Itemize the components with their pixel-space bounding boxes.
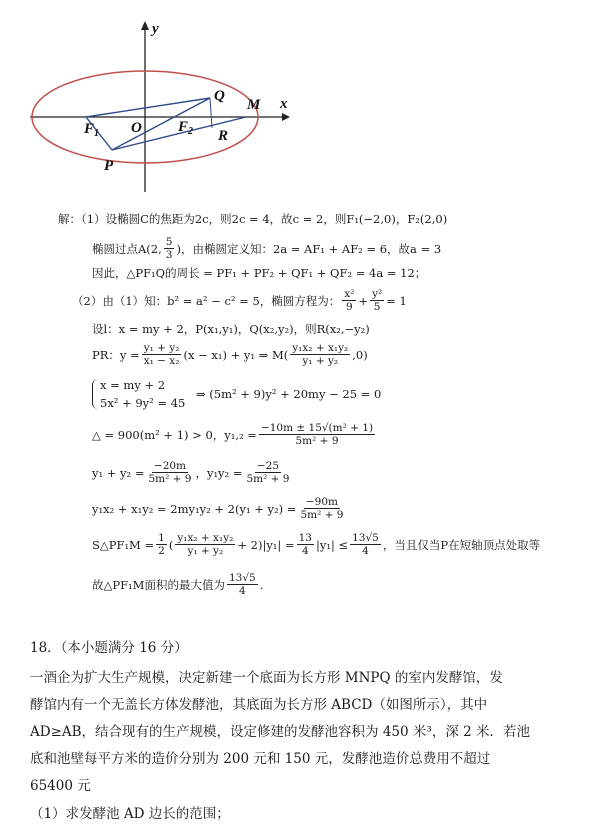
fraction-product: $\frac{-25}{\text{5m² + 9}}$ [246, 460, 290, 485]
fraction-13-4: $\frac{13}{4}$ [298, 532, 312, 557]
fraction-mx: $\frac{\text{y₁x₂ + x₁y₂}}{\text{y₁ + y₂}}$ [177, 532, 234, 557]
sol-l6-b: (x − x₁) + y₁ ⇒ M( [183, 347, 289, 362]
label-o: O [131, 120, 142, 136]
fraction-max-area: $\frac{13√5}{4}$ [228, 572, 256, 597]
sol-l9-a: y₁ + y₂ = [92, 465, 145, 480]
fraction-5-3: $\frac{5}{3}$ [165, 236, 173, 261]
line-q-r [210, 98, 212, 128]
sol-l10-a: y₁x₂ + x₁y₂ = 2my₁y₂ + 2(y₁ + y₂) = [92, 501, 297, 516]
sol-l2-a: 椭圆过点A(2, [92, 241, 162, 256]
label-p: P [104, 158, 114, 174]
ellipse-figure [0, 0, 320, 205]
fraction-x2-9: $\frac{\text{x²}}{9}$ [344, 288, 355, 313]
sol-l11-a: S△PF₁M = [92, 537, 155, 552]
fraction-y2-5: $\frac{\text{y²}}{5}$ [372, 288, 383, 313]
problem-18-para-3: AD≥AB，结合现有的生产规模，设定修建的发酵池容积为 450 米³，深 2 米．若池 [30, 724, 530, 740]
system-brace [92, 379, 99, 409]
label-x: x [280, 96, 288, 112]
sol-l4-b: = 1 [386, 293, 407, 308]
problem-18-heading: 18．（本小题满分 16 分） [30, 640, 188, 656]
solution-line-3: 因此，△PF₁Q的周长 = PF₁ + PF₂ + QF₁ + QF₂ = 4a = 12； [92, 266, 427, 280]
fraction-slope: $\frac{\text{y₁ + y₂}}{\text{x₁ − x₂}}$ [143, 342, 180, 367]
sol-l6-c: ,0) [352, 347, 368, 362]
label-q: Q [214, 88, 225, 104]
fraction-m-x: $\frac{\text{y₁x₂ + x₁y₂}}{\text{y₁ + y₂}}$ [292, 342, 349, 367]
sol-l11-b: ( [168, 537, 174, 552]
system-result: ⇒ (5m² + 9)y² + 20my − 25 = 0 [196, 387, 382, 401]
sol-l8-a: △ = 900(m² + 1) > 0，y₁,₂ = [92, 427, 257, 442]
label-f1: $F_1$ [84, 121, 100, 139]
sol-l12-b: . [259, 577, 264, 592]
y-axis-arrow [141, 21, 149, 30]
problem-18-para-5: 65400 元 [30, 778, 91, 794]
sol-l2-b: )，由椭圆定义知：2a = AF₁ + AF₂ = 6，故a = 3 [176, 241, 442, 256]
solution-line-1: 解：（1）设椭圆C的焦距为2c，则2c = 4，故c = 2，则F₁(−2,0)，F₂(2,0) [58, 212, 448, 226]
sol-l9-b: ，y₁y₂ = [195, 465, 243, 480]
fraction-sum: $\frac{-20m}{\text{5m² + 9}}$ [148, 460, 192, 485]
sol-l11-e: ，当且仅当P在短轴顶点处取等 [382, 537, 541, 552]
sol-l11-c: + 2)|y₁| = [237, 537, 295, 552]
x-axis-arrow [282, 113, 290, 121]
fraction-cross: $\frac{-90m}{\text{5m² + 9}}$ [300, 496, 344, 521]
label-m: M [247, 97, 261, 113]
sol-l12-a: 故△PF₁M面积的最大值为 [92, 577, 225, 592]
label-r: R [218, 128, 229, 144]
label-f2: $F_2$ [178, 119, 194, 137]
label-y: y [152, 21, 159, 37]
fraction-half: $\frac{1}{2}$ [158, 532, 165, 557]
solution-line-9 [92, 460, 293, 485]
solution-line-4 [72, 288, 407, 313]
sol-l11-d: |y₁| ≤ [315, 537, 349, 552]
solution-line-11 [92, 532, 540, 557]
problem-18-para-2: 酵馆内有一个无盖长方体发酵池，其底面为长方形 ABCD（如图所示），其中 [30, 697, 488, 713]
problem-18-question-1: （1）求发酵池 AD 边长的范围； [30, 806, 230, 822]
sol-l4-a: （2）由（1）知：b² = a² − c² = 5，椭圆方程为： [72, 293, 341, 308]
sol-l6-a: PR：y = [92, 347, 140, 362]
fraction-roots: $\frac{\text{−10m ± 15√(m² + 1)}}{\text{5m² + 9}}$ [260, 422, 374, 447]
system-eq-1: x = my + 2 [100, 378, 166, 392]
solution-line-12 [92, 572, 263, 597]
fraction-13root5-4: $\frac{13√5}{4}$ [352, 532, 379, 557]
solution-line-2 [92, 236, 441, 261]
solution-line-8 [92, 422, 377, 447]
solution-line-6 [92, 342, 368, 367]
solution-line-10 [92, 496, 347, 521]
solution-line-5: 设l：x = my + 2，P(x₁,y₁)，Q(x₂,y₂)，则R(x₂,−y₂) [92, 322, 370, 336]
problem-18-para-4: 底和池壁每平方米的造价分别为 200 元和 150 元，发酵池造价总费用不超过 [30, 751, 491, 767]
sol-l4-plus: + [358, 293, 369, 308]
system-eq-2: 5x² + 9y² = 45 [100, 396, 186, 410]
problem-18-para-1: 一酒企为扩大生产规模，决定新建一个底面为长方形 MNPQ 的室内发酵馆，发 [30, 670, 503, 686]
